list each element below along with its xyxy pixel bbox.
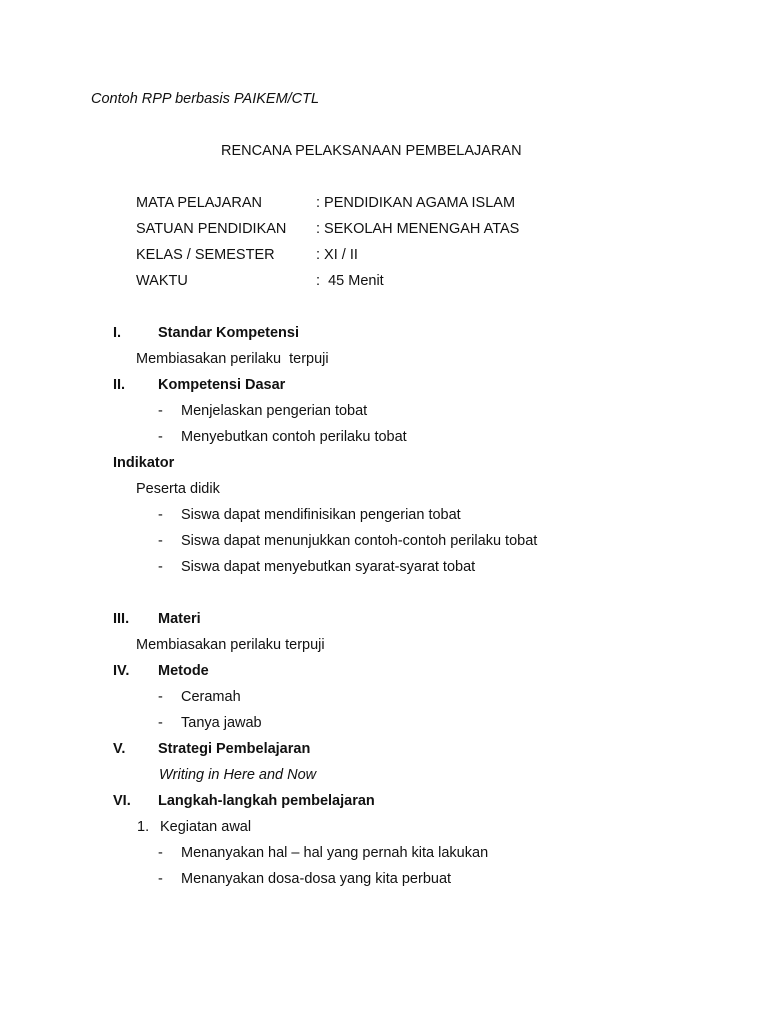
section-heading: Materi [158, 611, 201, 627]
section-number: I. [113, 325, 122, 341]
list-item: Ceramah [181, 689, 241, 705]
list-item: Tanya jawab [181, 715, 262, 731]
section-number: IV. [113, 663, 130, 679]
section-heading: Metode [158, 663, 209, 679]
section-number: III. [113, 611, 130, 627]
bullet-dash: - [158, 533, 163, 549]
sub-item-title: Kegiatan awal [160, 819, 252, 835]
list-item: Siswa dapat menunjukkan contoh-contoh perilaku tobat [181, 533, 538, 549]
info-label-subject: MATA PELAJARAN [136, 195, 262, 211]
info-label-school: SATUAN PENDIDIKAN [136, 221, 287, 237]
bullet-dash: - [158, 403, 163, 419]
list-item: Menanyakan dosa-dosa yang kita perbuat [181, 871, 452, 887]
list-item: Siswa dapat mendifinisikan pengerian tobat [181, 507, 461, 523]
list-item: Menjelaskan pengerian tobat [181, 403, 368, 419]
info-value-time: : 45 Menit [316, 273, 384, 289]
section-text: Writing in Here and Now [159, 767, 317, 783]
bullet-dash: - [158, 559, 163, 575]
section-text: Membiasakan perilaku terpuji [136, 351, 329, 367]
section-number: VI. [113, 793, 131, 809]
info-value-subject: : PENDIDIKAN AGAMA ISLAM [316, 195, 516, 211]
bullet-dash: - [158, 871, 163, 887]
document-title: RENCANA PELAKSANAAN PEMBELAJARAN [221, 143, 522, 159]
section-text: Membiasakan perilaku terpuji [136, 637, 325, 653]
info-label-class: KELAS / SEMESTER [136, 247, 275, 263]
list-item: Siswa dapat menyebutkan syarat-syarat tobat [181, 559, 476, 575]
section-number: V. [113, 741, 126, 757]
info-value-school: : SEKOLAH MENENGAH ATAS [316, 221, 520, 237]
section-heading: Indikator [113, 455, 175, 471]
section-heading: Langkah-langkah pembelajaran [158, 793, 375, 809]
section-text: Peserta didik [136, 481, 220, 497]
section-heading: Strategi Pembelajaran [158, 741, 311, 757]
info-label-time: WAKTU [136, 273, 188, 289]
sub-item-number: 1. [137, 819, 150, 835]
bullet-dash: - [158, 715, 163, 731]
section-number: II. [113, 377, 126, 393]
list-item: Menanyakan hal – hal yang pernah kita lakukan [181, 845, 489, 861]
bullet-dash: - [158, 429, 163, 445]
info-value-class: : XI / II [316, 247, 358, 263]
section-heading: Kompetensi Dasar [158, 377, 286, 393]
bullet-dash: - [158, 845, 163, 861]
bullet-dash: - [158, 689, 163, 705]
bullet-dash: - [158, 507, 163, 523]
document-subtitle: Contoh RPP berbasis PAIKEM/CTL [91, 91, 320, 107]
list-item: Menyebutkan contoh perilaku tobat [181, 429, 407, 445]
section-heading: Standar Kompetensi [158, 325, 299, 341]
